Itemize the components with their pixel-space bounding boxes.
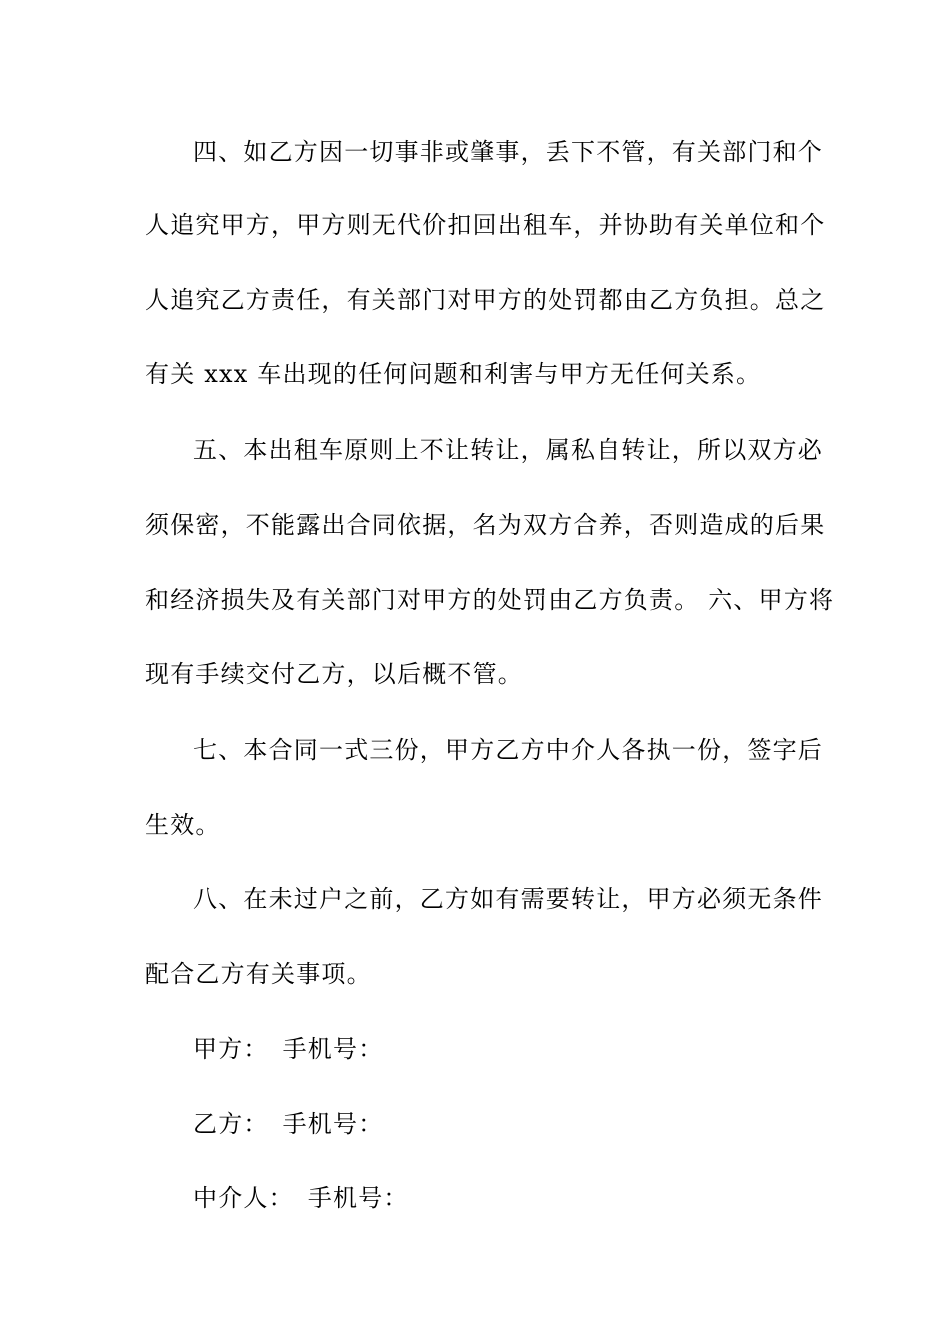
clause-5-line-1: 五、本出租车原则上不让转让，属私自转让，所以双方必 — [193, 436, 823, 464]
clause-8-line-1: 八、在未过户之前，乙方如有需要转让，甲方必须无条件 — [193, 885, 823, 913]
clause-7-line-1: 七、本合同一式三份，甲方乙方中介人各执一份，签字后 — [193, 736, 823, 764]
signature-agent — [193, 1183, 409, 1213]
clause-5-line-3: 和经济损失及有关部门对甲方的处罚由乙方负责。 六、甲方将 — [145, 586, 835, 614]
agent-label: 中介人： — [193, 1184, 294, 1212]
clause-5-line-2: 须保密，不能露出合同依据，名为双方合养，否则造成的后果 — [145, 511, 826, 539]
signature-party-b — [193, 1109, 383, 1139]
clause-4-line-1: 四、如乙方因一切事非或肇事，丢下不管，有关部门和个 — [193, 138, 823, 166]
party-a-phone-label: 手机号： — [282, 1035, 384, 1063]
clause-4-line-4: 有关 xxx 车出现的任何问题和利害与甲方无任何关系。 — [145, 360, 762, 388]
party-a-label: 甲方： — [193, 1035, 269, 1063]
clause-4-line-3: 人追究乙方责任，有关部门对甲方的处罚都由乙方负担。总之 — [145, 286, 826, 314]
agent-phone-label: 手机号： — [307, 1184, 409, 1212]
clause-4-line-2: 人追究甲方，甲方则无代价扣回出租车，并协助有关单位和个 — [145, 211, 826, 239]
signature-party-a — [193, 1034, 383, 1064]
party-b-phone-label: 手机号： — [282, 1110, 384, 1138]
party-b-label: 乙方： — [193, 1110, 269, 1138]
clause-6-line-2: 现有手续交付乙方，以后概不管。 — [145, 660, 523, 688]
clause-7-line-2: 生效。 — [145, 811, 221, 839]
clause-8-line-2: 配合乙方有关事项。 — [145, 960, 372, 988]
